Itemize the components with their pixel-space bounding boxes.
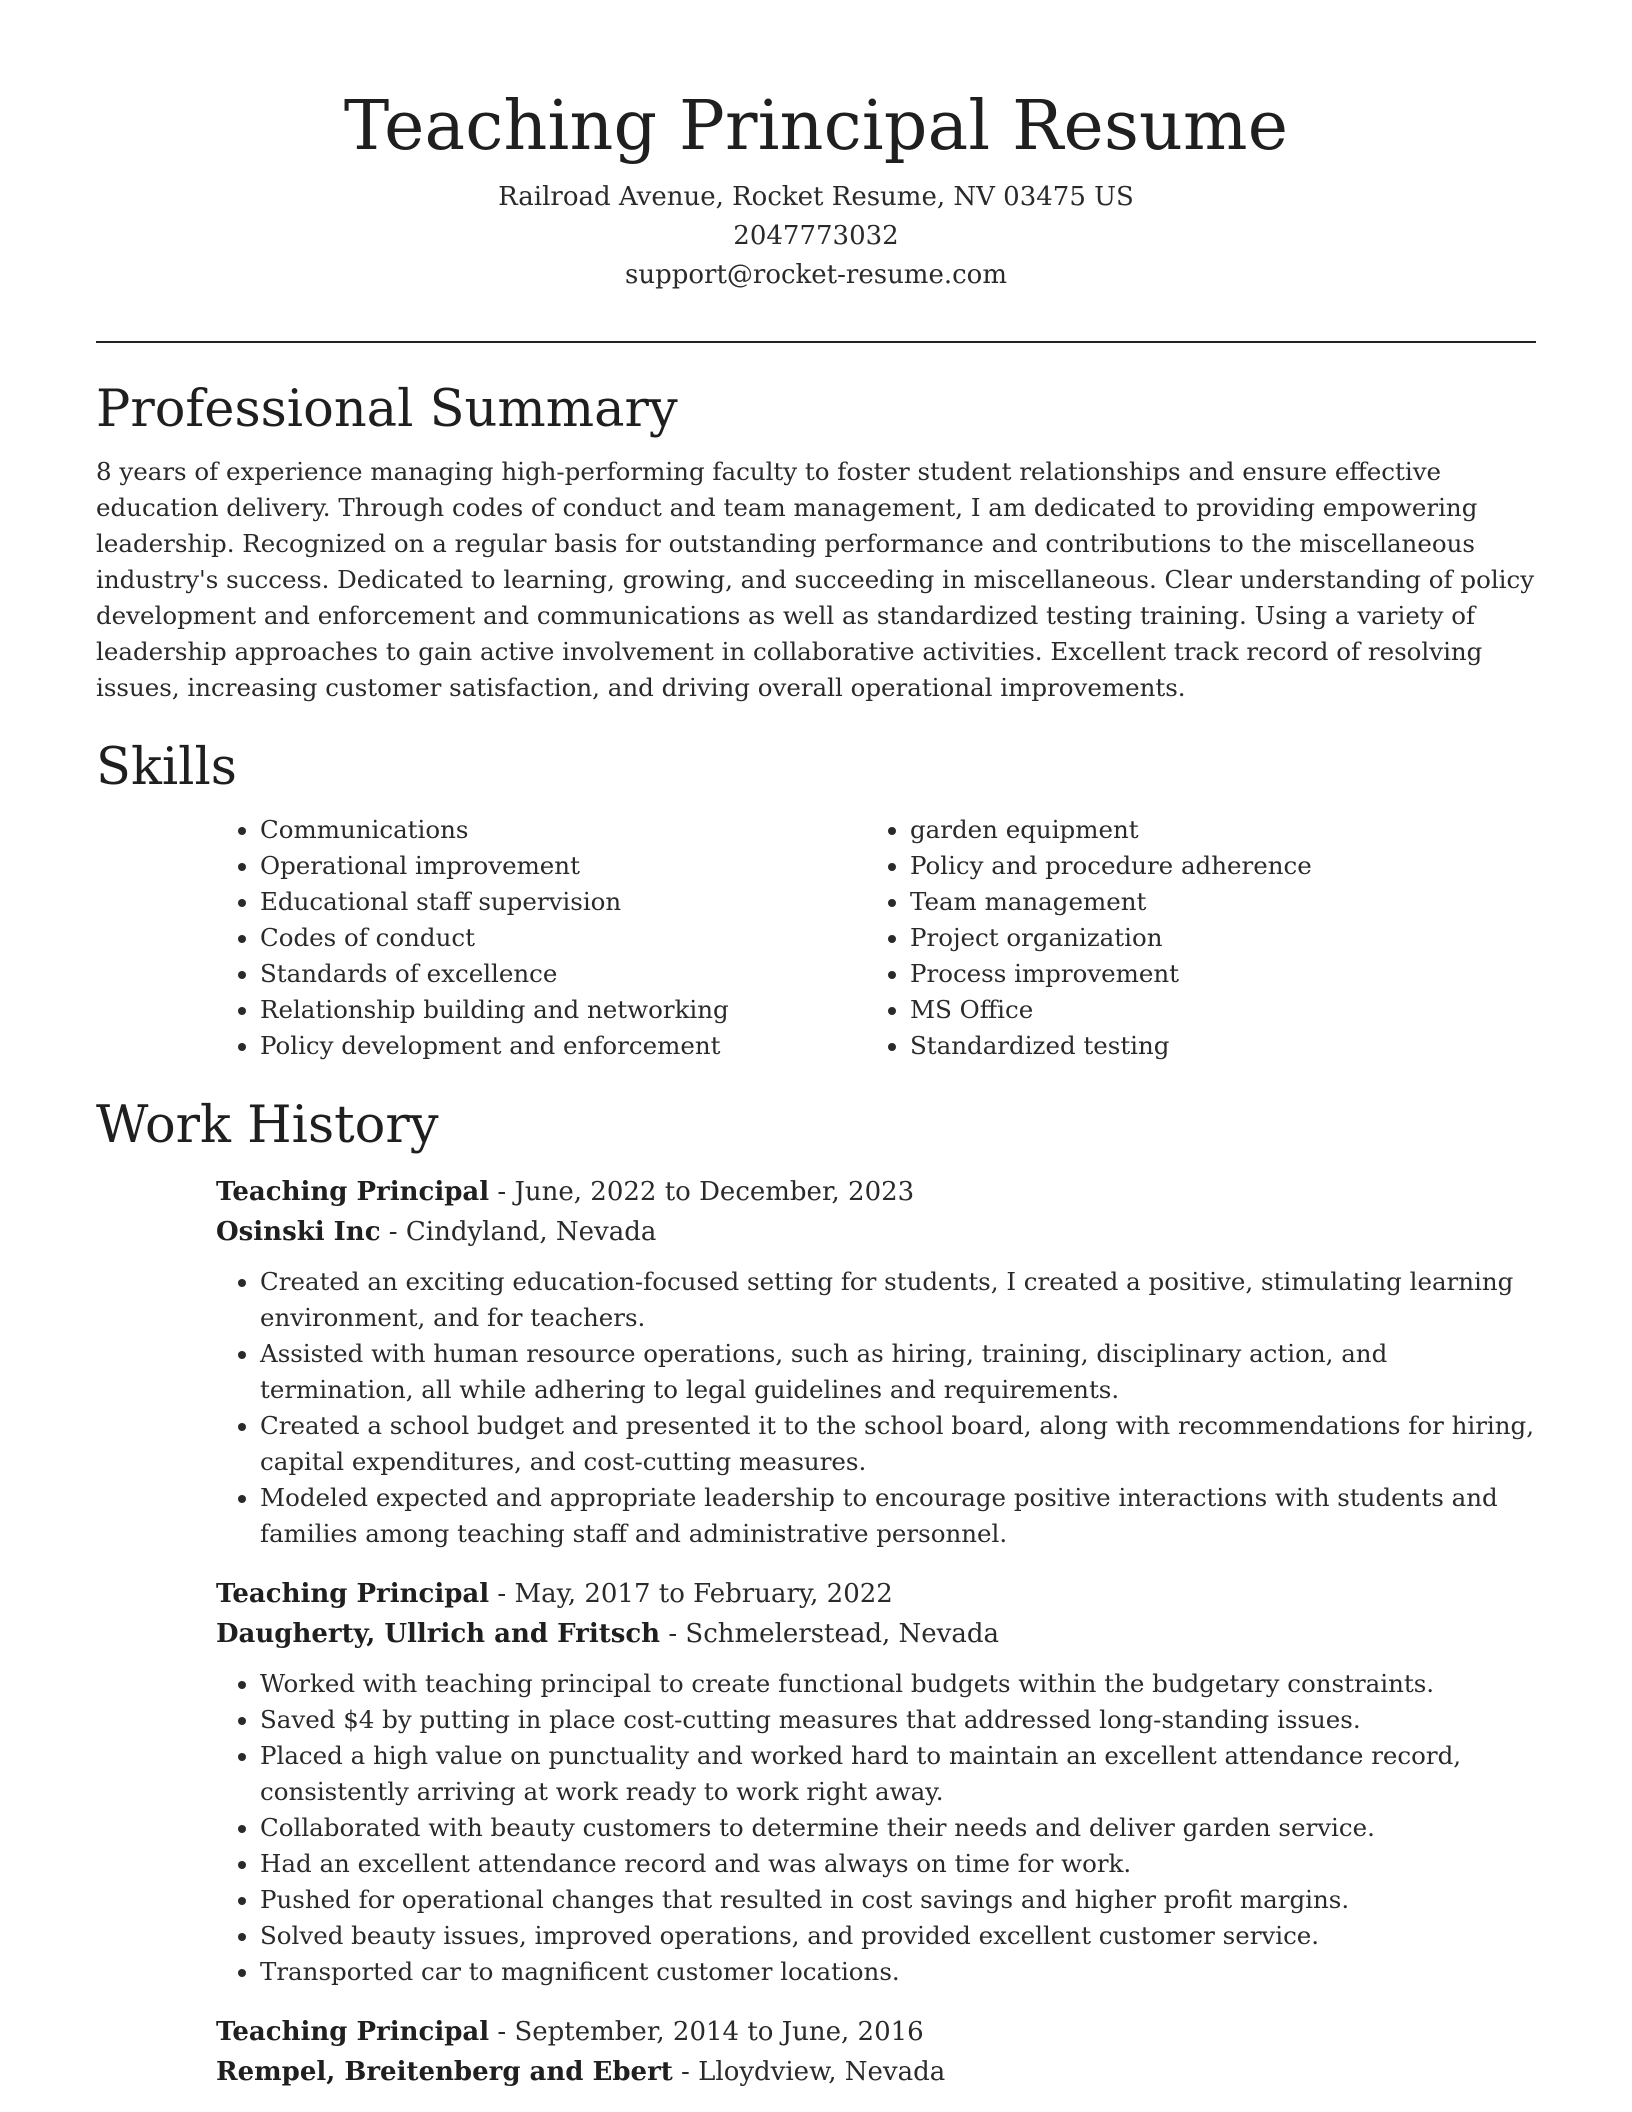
contact-info (0, 178, 1632, 295)
job-bullet: • Collaborated with beauty customers to determine their needs and deliver garden service. (260, 1810, 1536, 1846)
job-location: - Schmelerstead, Nevada (660, 1619, 1000, 1649)
job-bullet: • Saved $4 by putting in place cost-cutting measures that addressed long-standing issues. (260, 1702, 1536, 1738)
work-history-heading: Work History (96, 1096, 439, 1155)
job-dates: - June, 2022 to December, 2023 (489, 1177, 915, 1207)
skill-item: • Educational staff supervision (260, 884, 866, 920)
job-list (216, 1172, 1536, 2092)
job-bullet: • Modeled expected and appropriate leadership to encourage positive interactions with students and families among teaching staff and administrative personnel. (260, 1480, 1536, 1552)
job-company-line (216, 1212, 1536, 1252)
job-company: Daugherty, Ullrich and Fritsch (216, 1619, 661, 1649)
skills-section (96, 736, 1536, 1064)
job-title-line (216, 1574, 1536, 1614)
job-bullets (216, 1666, 1536, 1990)
job-company-line (216, 2052, 1536, 2092)
job-position: Teaching Principal (216, 1177, 490, 1207)
skill-item: • Relationship building and networking (260, 992, 866, 1028)
skills-heading: Skills (96, 738, 237, 797)
skills-list-left (216, 812, 866, 1064)
skill-item: • Communications (260, 812, 866, 848)
skill-item: • Project organization (910, 920, 1516, 956)
skill-item: • Standardized testing (910, 1028, 1516, 1064)
job-dates: - September, 2014 to June, 2016 (489, 2017, 924, 2047)
skills-list-right (866, 812, 1516, 1064)
phone: 2047773032 (733, 221, 899, 251)
job-bullet: • Placed a high value on punctuality and worked hard to maintain an excellent attendance record, consistently arriving at work ready to work right away. (260, 1738, 1536, 1810)
address: Railroad Avenue, Rocket Resume, NV 03475 US (498, 182, 1134, 212)
job-bullet: • Created an exciting education-focused setting for students, I created a positive, stimulating learning environment, and for teachers. (260, 1264, 1536, 1336)
skill-item: • MS Office (910, 992, 1516, 1028)
summary-section (96, 378, 1536, 706)
job-bullet: • Had an excellent attendance record and was always on time for work. (260, 1846, 1536, 1882)
job-location: - Cindyland, Nevada (380, 1217, 657, 1247)
resume-header (0, 0, 1632, 295)
job-bullet: • Assisted with human resource operations, such as hiring, training, disciplinary action, and termination, all while adhering to legal guidelines and requirements. (260, 1336, 1536, 1408)
summary-text: 8 years of experience managing high-performing faculty to foster student relationships and ensure effective education delivery. Through codes of conduct and team management, I am dedicated to providing empowering leadership. Recognized on a regular basis for outstanding performance and contributions to the miscellaneous industry's success. Dedicated to learning, growing, and succeeding in miscellaneous. Clear understanding of policy development and enforcement and communications as well as standardized testing training. Using a variety of leadership approaches to gain active involvement in collaborative activities. Excellent track record of resolving issues, increasing customer satisfaction, and driving overall operational improvements. (96, 457, 1535, 702)
job-position: Teaching Principal (216, 2017, 490, 2047)
skill-item: • Policy and procedure adherence (910, 848, 1516, 884)
skill-item: • Team management (910, 884, 1516, 920)
job-dates: - May, 2017 to February, 2022 (489, 1579, 893, 1609)
skill-item: • Process improvement (910, 956, 1516, 992)
job-title-line (216, 2012, 1536, 2052)
job-location: - Lloydview, Nevada (672, 2057, 946, 2087)
skill-item: • Operational improvement (260, 848, 866, 884)
job-company: Rempel, Breitenberg and Ebert (216, 2057, 673, 2087)
job-title-line (216, 1172, 1536, 1212)
work-history-section (96, 1094, 1536, 2112)
resume-title: Teaching Principal Resume (343, 87, 1289, 166)
summary-heading: Professional Summary (96, 380, 678, 439)
email: support@rocket-resume.com (624, 260, 1007, 290)
job-entry (216, 1574, 1536, 1990)
skill-item: • Codes of conduct (260, 920, 866, 956)
skills-columns (216, 812, 1536, 1064)
job-entry (216, 1172, 1536, 1552)
job-bullet: • Solved beauty issues, improved operations, and provided excellent customer service. (260, 1918, 1536, 1954)
job-bullet: • Pushed for operational changes that resulted in cost savings and higher profit margins. (260, 1882, 1536, 1918)
skill-item: • Policy development and enforcement (260, 1028, 866, 1064)
job-bullet: • Created a school budget and presented it to the school board, along with recommendations for hiring, capital expenditures, and cost-cutting measures. (260, 1408, 1536, 1480)
skill-item: • Standards of excellence (260, 956, 866, 992)
header-divider (96, 341, 1536, 343)
job-company-line (216, 1614, 1536, 1654)
skill-item: • garden equipment (910, 812, 1516, 848)
job-company: Osinski Inc (216, 1217, 381, 1247)
job-position: Teaching Principal (216, 1579, 490, 1609)
job-bullets (216, 1264, 1536, 1552)
job-entry (216, 2012, 1536, 2092)
job-bullet: • Transported car to magnificent customer locations. (260, 1954, 1536, 1990)
job-bullet: • Worked with teaching principal to create functional budgets within the budgetary constraints. (260, 1666, 1536, 1702)
